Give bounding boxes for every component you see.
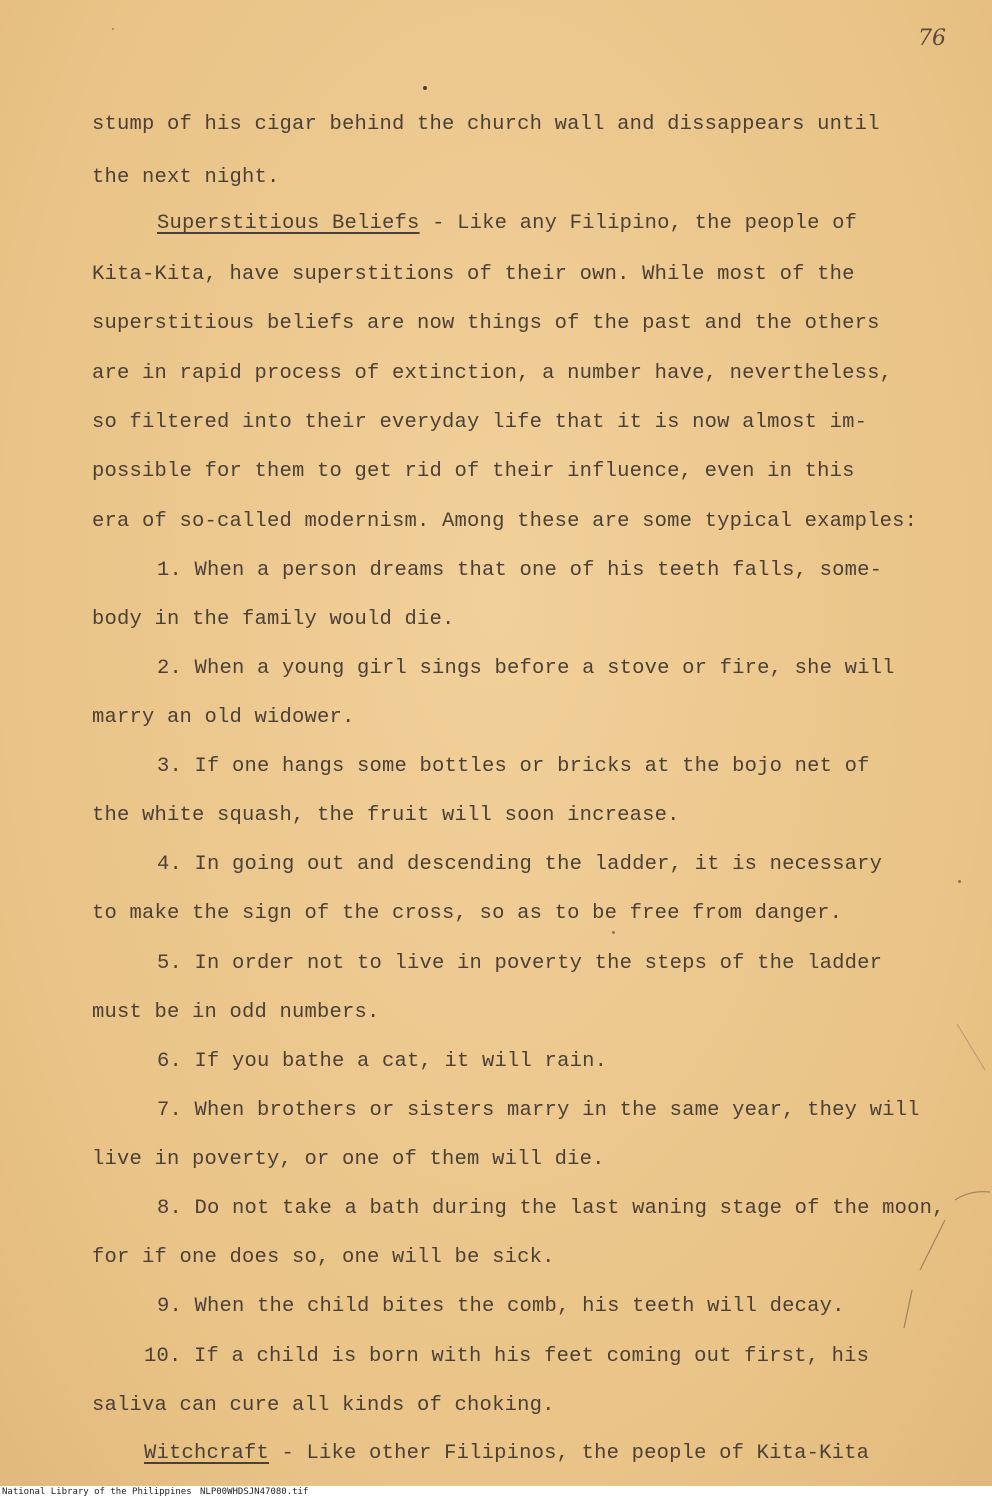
list-item: 2. When a young girl sings before a stove or fire, she will	[157, 657, 895, 680]
list-item: 5. In order not to live in poverty the steps of the ladder	[157, 952, 883, 975]
list-item: 6. If you bathe a cat, it will rain.	[157, 1050, 608, 1073]
text-line: possible for them to get rid of their influence, even in this	[92, 460, 855, 483]
margin-pencil-mark	[955, 1020, 992, 1080]
ink-speck	[112, 28, 114, 30]
superstitious-beliefs-heading: Superstitious Beliefs	[157, 212, 420, 235]
list-item: 4. In going out and descending the ladder, it is necessary	[157, 853, 883, 876]
ink-speck	[958, 880, 961, 883]
text-line: must be in odd numbers.	[92, 1001, 380, 1024]
ink-speck	[612, 931, 615, 934]
page-number: 76	[918, 26, 946, 51]
superstitious-beliefs-paragraph-start	[157, 212, 857, 235]
text-line: body in the family would die.	[92, 608, 455, 631]
list-item: 3. If one hangs some bottles or bricks at the bojo net of	[157, 755, 870, 778]
text-line: marry an old widower.	[92, 706, 355, 729]
list-item: 8. Do not take a bath during the last waning stage of the moon,	[157, 1197, 945, 1220]
list-item: 1. When a person dreams that one of his teeth falls, some-	[157, 559, 883, 582]
footer-library-name: National Library of the Philippines	[2, 1487, 192, 1497]
text-line: - Like any Filipino, the people of	[432, 212, 858, 235]
text-line: era of so-called modernism. Among these are some typical examples:	[92, 510, 918, 533]
text-line: superstitious beliefs are now things of the past and the others	[92, 312, 880, 335]
text-line: so filtered into their everyday life that it is now almost im-	[92, 411, 868, 434]
text-line: stump of his cigar behind the church wall and dissappears until	[92, 113, 880, 136]
text-line: the white squash, the fruit will soon increase.	[92, 804, 680, 827]
witchcraft-paragraph-start	[144, 1442, 869, 1465]
text-line: saliva can cure all kinds of choking.	[92, 1394, 555, 1417]
list-item: 10. If a child is born with his feet coming out first, his	[144, 1345, 870, 1368]
list-item: 7. When brothers or sisters marry in the same year, they will	[157, 1099, 920, 1122]
witchcraft-heading: Witchcraft	[144, 1442, 270, 1465]
ink-speck	[423, 86, 427, 90]
footer-file-id: NLP00WHDSJN47080.tif	[200, 1487, 309, 1497]
text-line: the next night.	[92, 166, 280, 189]
list-item: 9. When the child bites the comb, his teeth will decay.	[157, 1295, 845, 1318]
text-line: - Like other Filipinos, the people of Kita-Kita	[281, 1442, 870, 1465]
text-line: to make the sign of the cross, so as to be free from danger.	[92, 902, 843, 925]
text-line: live in poverty, or one of them will die.	[92, 1148, 605, 1171]
text-line: Kita-Kita, have superstitions of their own. While most of the	[92, 263, 855, 286]
margin-pencil-mark	[900, 1180, 992, 1340]
text-line: are in rapid process of extinction, a number have, nevertheless,	[92, 362, 893, 385]
text-line: for if one does so, one will be sick.	[92, 1246, 555, 1269]
